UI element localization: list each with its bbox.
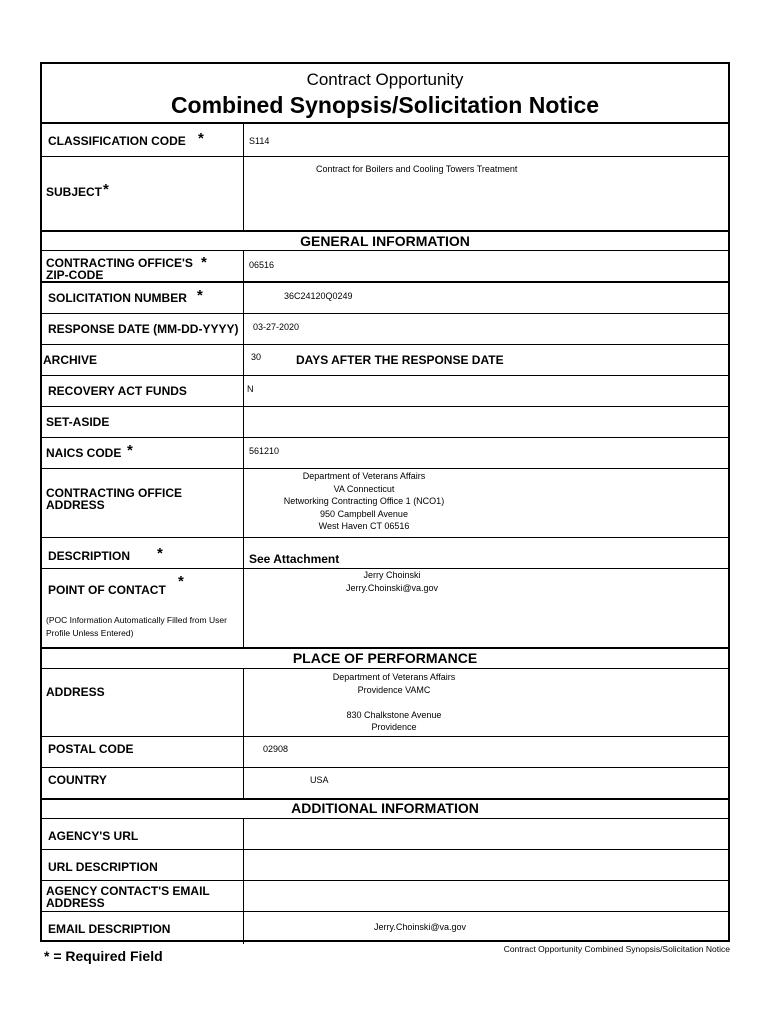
- solicitation-number-label: SOLICITATION NUMBER: [48, 291, 187, 305]
- general-information-heading: GENERAL INFORMATION: [300, 233, 470, 249]
- postal-code-value: 02908: [263, 744, 289, 754]
- additional-information-heading: ADDITIONAL INFORMATION: [291, 800, 479, 816]
- address-line: Department of Veterans Affairs: [302, 471, 426, 481]
- column-divider: [243, 818, 244, 944]
- description-label: DESCRIPTION: [48, 549, 131, 563]
- archive-label: ARCHIVE: [43, 353, 98, 367]
- column-divider: [243, 122, 244, 230]
- country-value: USA: [310, 775, 329, 785]
- address-line: VA Connecticut: [333, 483, 395, 494]
- divider: [42, 122, 728, 124]
- zip-code-label: CONTRACTING OFFICE'S ZIP-CODE: [46, 256, 193, 282]
- form-subtitle: Contract Opportunity: [306, 70, 464, 89]
- address-line: West Haven CT 06516: [318, 521, 410, 531]
- column-divider: [243, 250, 244, 647]
- solicitation-form: [40, 62, 730, 942]
- address-line: Department of Veterans Affairs: [332, 672, 456, 682]
- form-name-footer: Contract Opportunity Combined Synopsis/Solicitation Notice: [503, 944, 730, 954]
- naics-code-value: 561210: [249, 446, 280, 456]
- poc-name: Jerry Choinski: [363, 570, 421, 580]
- divider: [42, 911, 728, 912]
- agency-contact-email-label: AGENCY CONTACT'S EMAIL ADDRESS: [46, 884, 210, 910]
- required-marker: *: [197, 287, 203, 304]
- divider: [42, 313, 728, 314]
- subject-value: Contract for Boilers and Cooling Towers Treatment: [316, 164, 518, 174]
- address-spacer: [304, 696, 484, 709]
- poc-email: Jerry.Choinski@va.gov: [346, 582, 438, 593]
- poc-note: (POC Information Automatically Filled from User Profile Unless Entered): [46, 615, 227, 638]
- required-marker: *: [198, 130, 204, 147]
- recovery-act-funds-value: N: [247, 384, 254, 394]
- place-of-performance-heading: PLACE OF PERFORMANCE: [292, 650, 478, 666]
- classification-code-value: S114: [249, 136, 270, 146]
- divider: [42, 250, 728, 251]
- required-marker: *: [127, 442, 133, 459]
- country-label: COUNTRY: [48, 773, 107, 787]
- required-marker: *: [157, 545, 163, 562]
- recovery-act-funds-label: RECOVERY ACT FUNDS: [48, 384, 187, 398]
- address-line: Networking Contracting Office 1 (NCO1): [283, 496, 445, 506]
- place-address-label: ADDRESS: [46, 685, 105, 699]
- response-date-label: RESPONSE DATE (MM-DD-YYYY): [48, 322, 239, 336]
- classification-code-label: CLASSIFICATION CODE: [48, 134, 186, 148]
- divider: [42, 880, 728, 881]
- form-title: Combined Synopsis/Solicitation Notice: [170, 92, 600, 118]
- address-line: Providence VAMC: [357, 684, 431, 695]
- divider: [42, 437, 728, 438]
- divider: [42, 281, 728, 283]
- required-marker: *: [178, 573, 184, 590]
- required-field-note: * = Required Field: [44, 948, 163, 964]
- url-description-label: URL DESCRIPTION: [48, 860, 158, 874]
- subject-label: SUBJECT: [46, 185, 103, 199]
- divider: [42, 736, 728, 737]
- solicitation-number-value: 36C24120Q0249: [284, 291, 353, 301]
- response-date-value: 03-27-2020: [253, 322, 300, 332]
- naics-code-label: NAICS CODE: [46, 446, 122, 460]
- column-divider: [243, 668, 244, 798]
- divider: [42, 156, 728, 157]
- divider: [42, 375, 728, 376]
- divider: [42, 344, 728, 345]
- agency-url-label: AGENCY'S URL: [48, 829, 139, 843]
- set-aside-label: SET-ASIDE: [46, 415, 110, 429]
- archive-suffix: DAYS AFTER THE RESPONSE DATE: [296, 353, 504, 367]
- description-value: See Attachment: [249, 552, 340, 566]
- required-marker: *: [201, 254, 207, 271]
- email-description-label: EMAIL DESCRIPTION: [48, 922, 171, 936]
- postal-code-label: POSTAL CODE: [48, 742, 134, 756]
- address-line: 950 Campbell Avenue: [320, 508, 408, 519]
- place-address-value: [304, 671, 484, 734]
- address-line: 830 Chalkstone Avenue: [346, 709, 442, 720]
- divider: [42, 468, 728, 469]
- divider: [42, 818, 728, 819]
- divider: [42, 668, 728, 669]
- required-marker: *: [103, 181, 109, 198]
- divider: [42, 406, 728, 407]
- address-line: Providence: [371, 722, 417, 732]
- divider: [42, 230, 728, 232]
- contracting-office-address-label: CONTRACTING OFFICE ADDRESS: [46, 486, 182, 512]
- point-of-contact-value: [302, 569, 482, 594]
- divider: [42, 537, 728, 538]
- divider: [42, 767, 728, 768]
- point-of-contact-label: POINT OF CONTACT: [48, 583, 166, 597]
- email-description-value: Jerry.Choinski@va.gov: [374, 922, 466, 932]
- contracting-office-address-value: [244, 470, 484, 533]
- archive-days-value: 30: [251, 352, 262, 362]
- divider: [42, 647, 728, 649]
- divider: [42, 849, 728, 850]
- zip-code-value: 06516: [249, 260, 275, 270]
